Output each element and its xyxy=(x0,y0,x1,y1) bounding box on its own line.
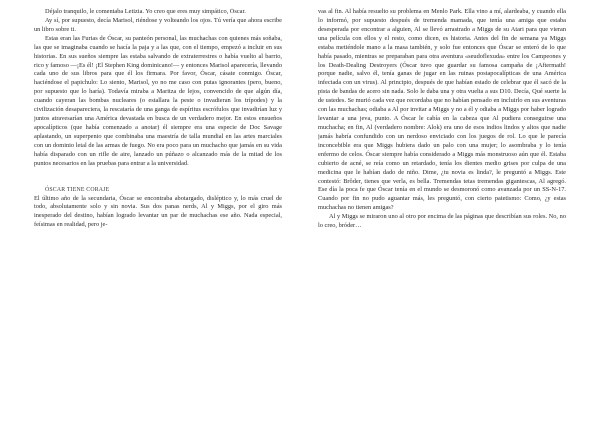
left-paragraph-2: Ay sí, por supuesto, decía Marisol, riéndose y volteando los ojos. Tú vería que ahora escribe un libro sobre ti. xyxy=(34,16,282,33)
left-paragraph-1: Déjalo tranquilo, le comentaba Letizia. Yo creo que eres muy simpático, Óscar. xyxy=(45,8,246,15)
right-page xyxy=(318,8,566,420)
left-paragraph-4: El último año de la secundaria, Óscar se encontraba abotargado, disléptico y, lo más cruel de todo, absolutamente solo y sin novia. Sus dos panas nerds, Al y Miggs, por el giro más inesperado del destino, habían logrado levantar un par de muchachas ese año. Nada especial, feísimas en realidad, pero je- xyxy=(34,194,282,229)
left-paragraph-3: Estas eran las Furias de Óscar, su panteón personal, las muchachas con quienes más soñaba, las que se imaginaba cuando se hacía la paja y a las que, con el tiempo, empezó a incluir en sus historias. En sus sueños siempre las estaba salvando de extraterrestres o había vuelto al barrio, rico y famoso —¡Es él! ¡El Stephen King dominicano!— y entonces Marisol aparecería, llevando cada uno de sus libros para que él los firmara. Por favor, Óscar, cásate conmigo. Óscar, haciéndose el papichulo: Lo siento, Marisol, yo no me caso con putas ignorantes (pero, bueno, por supuesto que lo haría). Todavía miraba a Maritza de lejos, convencido de que algún día, cuando cayeran las bombas nucleares (o estallara la peste o invadieran los trípodes) y la civilización desapareciera, la rescataría de una ganga de espíritus escrófulos que invadirían luz y juntos atravesarían una América devastada en busca de un verdadero mejor. En estos ensueños apocalípticos (que había comenzado a anotar) él siempre era una especie de Doc Savage aplastando, un superpenio que combinaba una maestría de talla mundial en las artes marciales con un dominio letal de las armas de fuego. No era poco para un muchacho que jamás en su vida había disparado con un rifle de aire, lanzado un púñazo o alcanzado más de la mitad de los puntos necesarios en las pruebas para entrar a la universidad. xyxy=(34,34,282,167)
section-gap xyxy=(34,169,282,186)
right-paragraph-2: Al y Miggs se miraron uno al otro por encima de las páginas que describían sus roles. No, no lo creo, bróder… xyxy=(318,213,566,230)
section-heading: ÓSCAR TIENE CORAJE xyxy=(45,186,110,193)
right-paragraph-1: vas al fin. Al había resuelto su problema en Menlo Park. Ella vino a mí, alardeaba, y cuando ella lo informó, por supuesto después de tremenda mamada, que tenía una amiga que estaba desesperada por encontrar a alguien, Al se llevó arrastrado a Miggs de su Atari para que vieran una película con ellos y el resto, como dicen, es historia. Antes del fin de semana ya Miggs estaba metiéndole mano a la masa también, y solo fue entonces que Óscar se enteró de lo que había pasado, mientras se preparaban para otra aventura «seudoflexuda» entre los Campeones y los Death-Dealing Destroyers (Óscar tuvo que guardar su famosa campaña de ¡Aftermath! porque nadie, salvo él, tenía ganas de jugar en las ruinas postapocalípticas de una América infectada con un virus). Al principio, después de que habían estado de celebrar que él sacó de la pista de bandas de acero sin nada. Solo le daba una y otra vuelta a sus D10. Decía, Qué suerte la de ustedes. Se murió cada vez que recordaba que no habían pensado en incluirlo en sus aventuras con las muchachas; odiaba a Al por invitar a Miggs y no a él y odiaba a Miggs por haber logrado levantar a una jeva, punto. A Óscar le cabía en la cabeza que Al pudiera conseguirse una muchacha; en fin, Al (verdadero nombre: Alok) era uno de esos indios lindos y altos que nadie jamás habría confundido con un nerdoso enviciado con los juegos de rol. Lo que le parecía inconcebible era que Miggs hubiera dado un palo con una mujer; lo asombraba y lo tenía enfermo de celos. Óscar siempre había considerado a Miggs más monstruoso aún que él. Estaba cubierto de acné, se reía como un retardado, tenía los dientes medio grises por culpa de una medicina que le habían dado de niño. Dime, ¿tu novia es linda?, le preguntó a Miggs. Este contestó: Brôder, tienes que verla, es bella. Tremendas tetas tremendas gigantescas, Al agregó. Ese día la poca fe que Óscar tenía en el mundo se desmoronó como avanzada por un SS-N-17. Cuando por fin no pudo aguantar más, les preguntó, con cierto patetismo: Como, ¿y estas muchachas no tienen amigas? xyxy=(318,8,566,212)
left-page xyxy=(34,8,282,420)
